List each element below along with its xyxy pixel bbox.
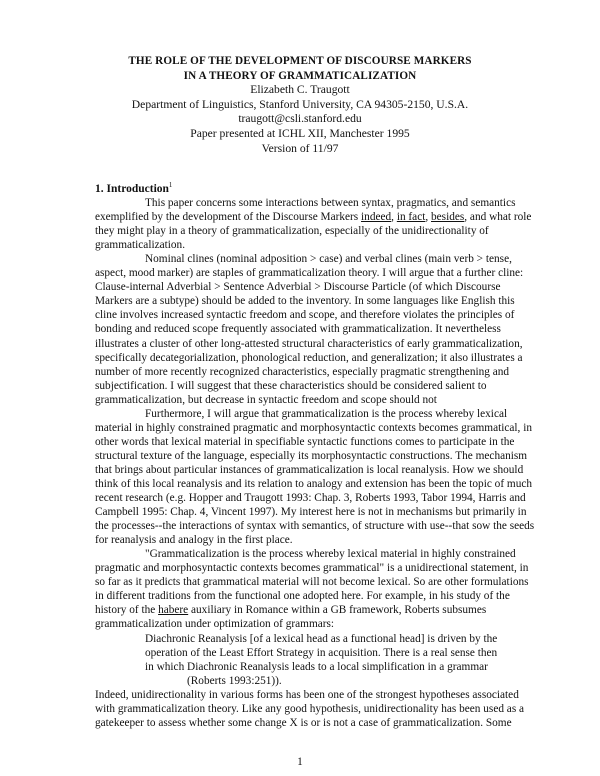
p4-text-b: auxiliary in Romance within a GB framework, Roberts subsumes grammaticalization under optimization of grammars: xyxy=(95,604,487,631)
email: traugott@csli.stanford.edu xyxy=(238,112,362,126)
p1-text-b: , and what role they might play in a theory of grammaticalization, especially of the unidirectionality of grammaticalization. xyxy=(95,211,532,252)
marker-in-fact: in fact xyxy=(396,211,426,224)
section-heading xyxy=(95,178,535,196)
paragraph-1 xyxy=(95,196,535,252)
paragraph-5: Indeed, unidirectionality in various forms has been one of the strongest hypotheses associated with grammaticalization theory. Like any good hypothesis, unidirectionality has been used as a gatekeeper to assess whether some change X is or is not a case of grammaticalization. Some xyxy=(95,688,525,729)
title-block xyxy=(0,54,600,156)
title-line-1: THE ROLE OF THE DEVELOPMENT OF DISCOURSE MARKERS xyxy=(128,55,472,67)
footnote-marker: 1 xyxy=(168,181,173,189)
marker-besides: besides xyxy=(431,211,465,224)
p1-text-a: This paper concerns some interactions between syntax, pragmatics, and semantics exemplified by the development of the Discourse Markers xyxy=(95,197,516,224)
quote-line-3: in which Diachronic Reanalysis leads to a local simplification in a grammar xyxy=(145,660,488,673)
paragraph-2: Nominal clines (nominal adposition > case) and verbal clines (main verb > tense, aspect, mood marker) are staples of grammaticalization theory. I will argue that a further cline: Clause-internal Adverbial > Sentence Adverbial > Discourse Particle (of which Discourse Markers are a subtype) should be added to the inventory. In some languages like English this cline involves increased syntactic freedom and scope, and therefore violates the principles of bonding and reduced scope frequently associated with grammaticalization. It nevertheless illustrates a cluster of other long-attested structural characteristics of early grammaticalization, specifically decategorialization, phonological reduction, and generalization; it also illustrates a number of more recently recognized characteristics, especially pragmatic strengthening and subjectification. I will suggest that these characteristics should be considered salient to grammaticalization, but decrease in syntactic freedom and scope should not xyxy=(95,253,524,406)
quote-line-1: Diachronic Reanalysis [of a lexical head as a functional head] is driven by the xyxy=(145,632,498,645)
paragraph-3: Furthermore, I will argue that grammaticalization is the process whereby lexical material in highly constrained pragmatic and morphosyntactic contexts becomes grammatical, in other words that lexical material in specifiable syntactic functions comes to participate in the structural texture of the language, especially its morphosyntactic constructions. The mechanism that brings about particular instances of grammaticalization is local reanalysis. How we should think of this local reanalysis and its relation to analogy and extension has been the topic of much recent research (e.g. Hopper and Traugott 1993: Chap. 3, Roberts 1993, Tabor 1994, Harris and Campbell 1995: Chap. 4, Vincent 1997). My interest here is not in mechanisms but primarily in the processes--the interactions of syntax with semantics, of structure with use--that sow the seeds for reanalysis and analogy in the first place. xyxy=(95,407,535,547)
page-number: 1 xyxy=(297,756,303,768)
quote-citation: (Roberts 1993:251)). xyxy=(187,674,282,687)
p1-sep-1: , xyxy=(391,211,397,224)
body-text xyxy=(95,178,535,730)
term-habere: habere xyxy=(158,604,189,617)
block-quote xyxy=(145,632,535,688)
venue: Paper presented at ICHL XII, Manchester 1995 xyxy=(190,126,410,140)
p4-text-a: "Grammaticalization is the process whereby lexical material in highly constrained pragmatic and morphosyntactic contexts becomes grammatical" is a unidirectional statement, in so far as it predicts that grammatical material will not become lexical. So are other formulations in different traditions from the functional one adopted here. For example, in his study of the history of the xyxy=(95,548,529,617)
marker-indeed: indeed xyxy=(361,211,392,224)
p1-sep-2: , xyxy=(425,211,432,224)
author: Elizabeth C. Traugott xyxy=(250,83,350,97)
title-line-2: IN A THEORY OF GRAMMATICALIZATION xyxy=(183,69,417,82)
affiliation: Department of Linguistics, Stanford University, CA 94305-2150, U.S.A. xyxy=(131,97,469,111)
quote-line-2: operation of the Least Effort Strategy in acquisition. There is a real sense then xyxy=(145,646,498,659)
section-heading-text: 1. Introduction xyxy=(95,183,169,195)
version: Version of 11/97 xyxy=(261,141,339,155)
paragraph-4 xyxy=(95,547,535,631)
